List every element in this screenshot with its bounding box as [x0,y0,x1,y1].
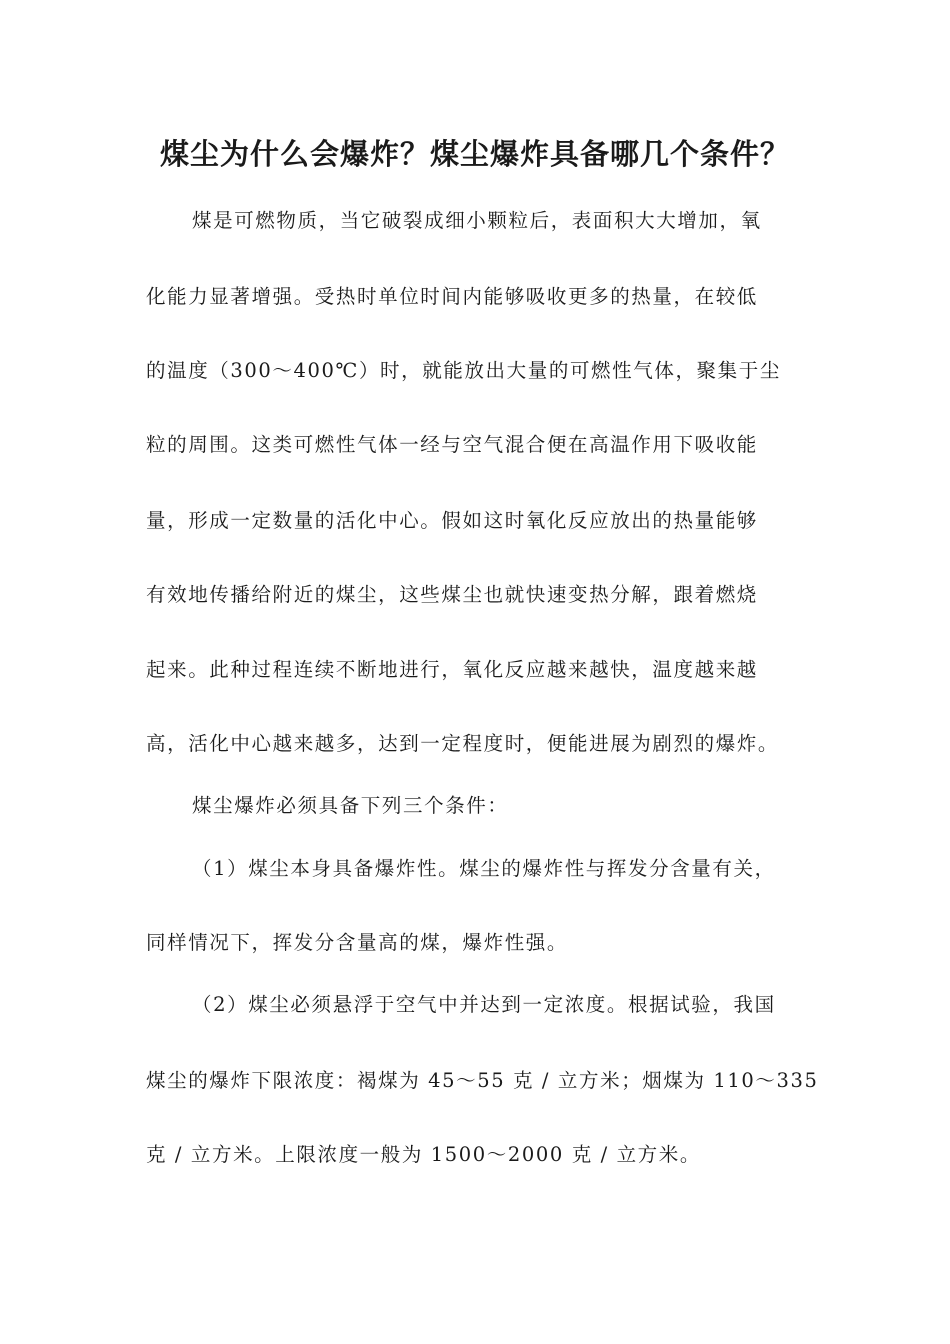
body-line: 有效地传播给附近的煤尘，这些煤尘也就快速变热分解，跟着燃烧 [146,583,758,606]
body-line: 的温度（300～400℃）时，就能放出大量的可燃性气体，聚集于尘 [146,359,781,382]
body-line: 化能力显著增强。受热时单位时间内能够吸收更多的热量，在较低 [146,285,758,308]
body-line: 粒的周围。这类可燃性气体一经与空气混合便在高温作用下吸收能 [146,433,758,456]
body-line: （1）煤尘本身具备爆炸性。煤尘的爆炸性与挥发分含量有关， [192,857,776,880]
body-line: 克 / 立方米。上限浓度一般为 1500～2000 克 / 立方米。 [146,1143,701,1166]
body-line: 高，活化中心越来越多，达到一定程度时，便能进展为剧烈的爆炸。 [146,732,780,755]
body-line: 量，形成一定数量的活化中心。假如这时氧化反应放出的热量能够 [146,509,758,532]
body-line: （2）煤尘必须悬浮于空气中并达到一定浓度。根据试验，我国 [192,993,776,1016]
body-line: 煤是可燃物质，当它破裂成细小颗粒后，表面积大大增加，氧 [192,209,762,232]
body-line: 煤尘的爆炸下限浓度：褐煤为 45～55 克 / 立方米；烟煤为 110～335 [146,1069,819,1092]
body-line: 煤尘爆炸必须具备下列三个条件： [192,794,509,817]
body-line: 起来。此种过程连续不断地进行，氧化反应越来越快，温度越来越 [146,658,758,681]
document-title: 煤尘为什么会爆炸？煤尘爆炸具备哪几个条件？ [159,137,790,171]
body-line: 同样情况下，挥发分含量高的煤，爆炸性强。 [146,931,569,954]
